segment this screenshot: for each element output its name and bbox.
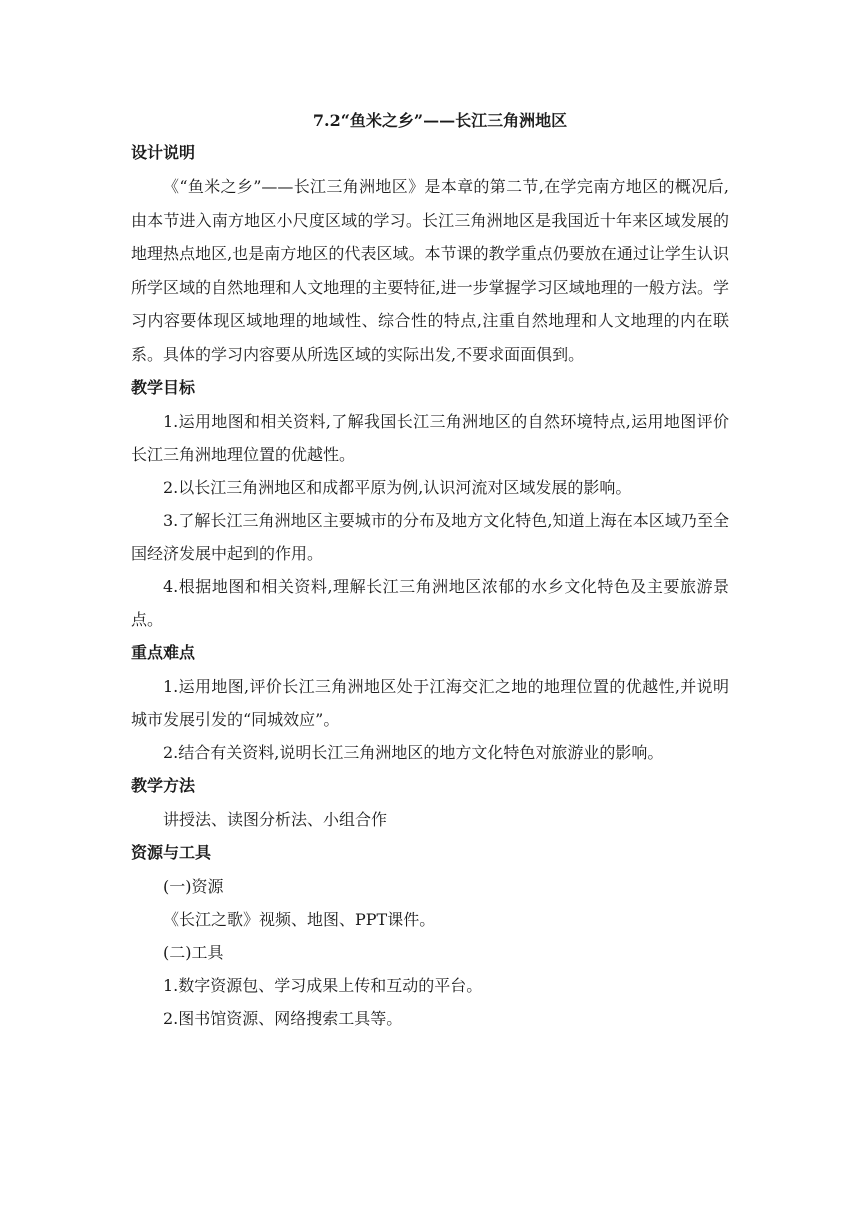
section-paragraph: 3.了解长江三角洲地区主要城市的分布及地方文化特色,知道上海在本区域乃至全国经济发展中起到的作用。: [131, 511, 729, 563]
section-paragraph: 讲授法、读图分析法、小组合作: [163, 810, 388, 829]
section-paragraph: (一)资源: [163, 877, 224, 896]
section-paragraph: 《“鱼米之乡”——长江三角洲地区》是本章的第二节,在学完南方地区的概况后,由本节进入南方地区小尺度区域的学习。长江三角洲地区是我国近十年来区域发展的地理热点地区,也是南方地区的代表区域。本节课的教学重点仍要放在通过让学生认识所学区域的自然地理和人文地理的主要特征,进一步掌握学习区域地理的一般方法。学习内容要体现区域地理的地域性、综合性的特点,注重自然地理和人文地理的内在联系。具体的学习内容要从所选区域的实际出发,不要求面面俱到。: [131, 177, 729, 364]
section-paragraph: 2.结合有关资料,说明长江三角洲地区的地方文化特色对旅游业的影响。: [163, 743, 664, 762]
section-paragraph: 1.运用地图,评价长江三角洲地区处于江海交汇之地的地理位置的优越性,并说明城市发展引发的“同城效应”。: [131, 677, 729, 729]
section-heading: 重点难点: [131, 643, 196, 662]
section-paragraph: 2.以长江三角洲地区和成都平原为例,认识河流对区域发展的影响。: [163, 478, 632, 497]
section-heading: 教学目标: [131, 378, 196, 397]
section-resources-tools: [131, 838, 729, 1035]
section-key-difficulties: [131, 638, 729, 769]
document-title: 7.2“鱼米之乡”——长江三角洲地区: [312, 111, 568, 130]
section-heading: 教学方法: [131, 776, 196, 795]
section-paragraph: 4.根据地图和相关资料,理解长江三角洲地区浓郁的水乡文化特色及主要旅游景点。: [131, 577, 729, 629]
section-paragraph: 1.数字资源包、学习成果上传和互动的平台。: [163, 976, 483, 995]
section-heading: 资源与工具: [131, 843, 212, 862]
section-design-notes: [131, 138, 729, 371]
section-paragraph: 《长江之歌》视频、地图、PPT课件。: [163, 910, 436, 929]
section-heading: 设计说明: [131, 143, 196, 162]
section-teaching-methods: [131, 771, 729, 836]
section-paragraph: 2.图书馆资源、网络搜索工具等。: [163, 1009, 403, 1028]
document-page: [131, 106, 729, 1035]
section-paragraph: 1.运用地图和相关资料,了解我国长江三角洲地区的自然环境特点,运用地图评价长江三角洲地理位置的优越性。: [131, 412, 729, 464]
section-paragraph: (二)工具: [163, 943, 224, 962]
section-teaching-goals: [131, 373, 729, 636]
